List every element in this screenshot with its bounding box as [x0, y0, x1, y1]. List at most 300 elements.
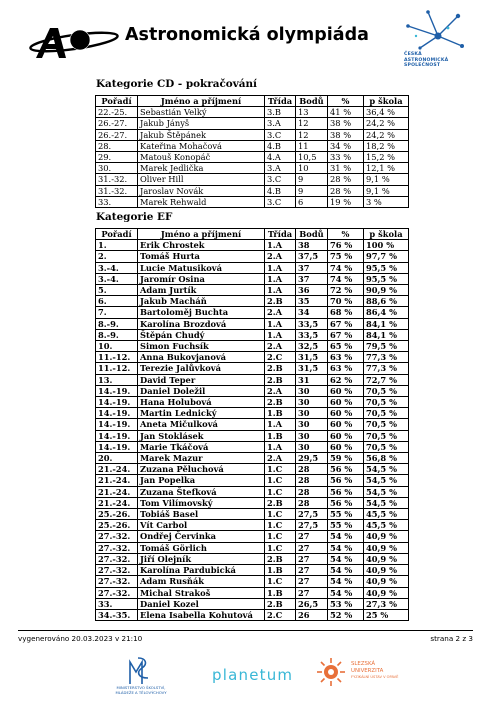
table-row — [96, 107, 409, 118]
cell-school-pct: 54,5 % — [364, 475, 409, 486]
cell-school-pct: 70,5 % — [364, 430, 409, 441]
cell-score: 27 — [296, 542, 328, 553]
table-row — [96, 163, 409, 174]
cell-rank: 27.-32. — [96, 576, 138, 587]
table-row — [96, 262, 409, 273]
cell-pct: 60 % — [328, 397, 364, 408]
cell-score: 28 — [296, 475, 328, 486]
su-logo-line: FYZIKÁLNÍ ÚSTAV V OPAVĚ — [351, 675, 399, 679]
table-row — [96, 374, 409, 385]
cell-rank: 6. — [96, 296, 138, 307]
cell-score: 30 — [296, 441, 328, 452]
cell-score: 27 — [296, 531, 328, 542]
cell-rank: 14.-19. — [96, 408, 138, 419]
cell-rank: 11.-12. — [96, 352, 138, 363]
cell-score: 30 — [296, 397, 328, 408]
column-header-pct: % — [328, 229, 364, 240]
cell-class: 1.A — [265, 262, 296, 273]
su-logo-line: UNIVERZITA — [351, 667, 384, 674]
cell-pct: 60 % — [328, 441, 364, 452]
cell-school-pct: 40,9 % — [364, 565, 409, 576]
cell-school-pct: 72,7 % — [364, 374, 409, 385]
table-row — [96, 318, 409, 329]
cell-name: Bartoloměj Buchta — [138, 307, 265, 318]
cell-score: 33,5 — [296, 318, 328, 329]
cell-pct: 63 % — [328, 363, 364, 374]
cell-name: Elena Isabella Kohutová — [138, 609, 265, 620]
cell-score: 38 — [296, 240, 328, 251]
generated-timestamp: vygenerováno 20.03.2023 v 21:10 — [18, 634, 143, 643]
cell-class: 2.B — [265, 363, 296, 374]
cell-name: Lucie Matusiková — [138, 262, 265, 273]
column-header-class: Třída — [265, 96, 296, 107]
column-header-pct: % — [328, 96, 364, 107]
cell-score: 29,5 — [296, 453, 328, 464]
cell-pct: 31 % — [328, 163, 364, 174]
column-header-school-pct: p škola — [364, 96, 409, 107]
cell-score: 27 — [296, 565, 328, 576]
cell-rank: 11.-12. — [96, 363, 138, 374]
cell-rank: 21.-24. — [96, 497, 138, 508]
cell-name: Tomáš Hurta — [138, 251, 265, 262]
cell-pct: 54 % — [328, 553, 364, 564]
cell-pct: 67 % — [328, 329, 364, 340]
table-row — [96, 196, 409, 207]
cell-school-pct: 97,7 % — [364, 251, 409, 262]
cell-pct: 75 % — [328, 251, 364, 262]
cas-logo-line: ASTRONOMICKÁ — [404, 57, 449, 63]
olympiad-logo-icon — [28, 24, 120, 60]
cell-pct: 56 % — [328, 475, 364, 486]
cell-pct: 28 % — [328, 174, 364, 185]
cell-pct: 55 % — [328, 520, 364, 531]
cell-class: 2.B — [265, 497, 296, 508]
msmt-logo-icon — [128, 656, 152, 686]
cell-name: Tomáš Görlich — [138, 542, 265, 553]
cell-class: 2.B — [265, 598, 296, 609]
cell-class: 4.A — [265, 152, 296, 163]
table-row — [96, 542, 409, 553]
cell-rank: 5. — [96, 285, 138, 296]
su-logo-line: SLEZSKÁ — [351, 661, 376, 667]
cell-rank: 8.-9. — [96, 329, 138, 340]
cell-score: 30 — [296, 408, 328, 419]
table-row — [96, 363, 409, 374]
cell-pct: 56 % — [328, 497, 364, 508]
cell-class: 3.C — [265, 196, 296, 207]
cell-score: 28 — [296, 464, 328, 475]
cell-name: Adam Rusňák — [138, 576, 265, 587]
cell-school-pct: 45,5 % — [364, 520, 409, 531]
cell-class: 2.C — [265, 352, 296, 363]
cell-class: 2.B — [265, 374, 296, 385]
cell-pct: 60 % — [328, 430, 364, 441]
cell-school-pct: 86,4 % — [364, 307, 409, 318]
cell-school-pct: 70,5 % — [364, 419, 409, 430]
cell-name: Hana Holubová — [138, 397, 265, 408]
column-header-name: Jméno a příjmení — [138, 229, 265, 240]
cell-school-pct: 54,5 % — [364, 497, 409, 508]
table-row — [96, 598, 409, 609]
cell-school-pct: 95,5 % — [364, 273, 409, 284]
cell-class: 2.A — [265, 307, 296, 318]
table-row — [96, 285, 409, 296]
cell-rank: 27.-32. — [96, 565, 138, 576]
cas-star-logo-icon — [398, 6, 472, 80]
cell-school-pct: 56,8 % — [364, 453, 409, 464]
table-row — [96, 307, 409, 318]
cell-score: 13 — [296, 107, 328, 118]
cell-class: 2.A — [265, 385, 296, 396]
cell-name: Marie Tkáčová — [138, 441, 265, 452]
cell-score: 27 — [296, 587, 328, 598]
cell-school-pct: 100 % — [364, 240, 409, 251]
cell-rank: 13. — [96, 374, 138, 385]
cell-name: Jakub Jányš — [138, 118, 265, 129]
cell-class: 2.B — [265, 397, 296, 408]
msmt-logo-text — [106, 686, 176, 696]
cell-rank: 8.-9. — [96, 318, 138, 329]
cell-class: 1.A — [265, 318, 296, 329]
cell-score: 34 — [296, 307, 328, 318]
cell-name: David Teper — [138, 374, 265, 385]
cell-class: 3.A — [265, 118, 296, 129]
cell-pct: 53 % — [328, 598, 364, 609]
cell-class: 1.A — [265, 285, 296, 296]
cell-rank: 27.-32. — [96, 531, 138, 542]
cell-rank: 27.-32. — [96, 587, 138, 598]
table-row — [96, 464, 409, 475]
cell-score: 9 — [296, 174, 328, 185]
cell-class: 2.B — [265, 296, 296, 307]
cell-rank: 33. — [96, 196, 138, 207]
cell-class: 1.C — [265, 475, 296, 486]
cell-score: 31 — [296, 374, 328, 385]
cell-school-pct: 70,5 % — [364, 397, 409, 408]
cell-pct: 54 % — [328, 587, 364, 598]
cell-name: Oliver Hill — [138, 174, 265, 185]
cas-logo-line: ČESKÁ — [404, 52, 422, 57]
cell-score: 27,5 — [296, 520, 328, 531]
cell-name: Štěpán Chudý — [138, 329, 265, 340]
cell-school-pct: 9,1 % — [364, 185, 409, 196]
cell-class: 1.C — [265, 542, 296, 553]
cell-rank: 14.-19. — [96, 397, 138, 408]
cell-rank: 2. — [96, 251, 138, 262]
table-row — [96, 520, 409, 531]
cell-pct: 67 % — [328, 318, 364, 329]
cell-score: 35 — [296, 296, 328, 307]
cell-pct: 74 % — [328, 262, 364, 273]
cell-pct: 33 % — [328, 152, 364, 163]
cell-school-pct: 79,5 % — [364, 341, 409, 352]
table-row — [96, 475, 409, 486]
cell-score: 30 — [296, 419, 328, 430]
cell-rank: 33. — [96, 598, 138, 609]
column-header-score: Bodů — [296, 229, 328, 240]
cell-class: 1.C — [265, 509, 296, 520]
table-body — [96, 240, 409, 621]
cell-score: 28 — [296, 486, 328, 497]
cell-score: 10 — [296, 163, 328, 174]
table-row — [96, 385, 409, 396]
cell-class: 1.B — [265, 587, 296, 598]
table-row — [96, 251, 409, 262]
cell-pct: 60 % — [328, 419, 364, 430]
cell-pct: 38 % — [328, 118, 364, 129]
cell-pct: 55 % — [328, 509, 364, 520]
cell-rank: 7. — [96, 307, 138, 318]
cell-class: 1.A — [265, 329, 296, 340]
cell-rank: 20. — [96, 453, 138, 464]
table-row — [96, 140, 409, 151]
cell-class: 2.B — [265, 553, 296, 564]
table-row — [96, 273, 409, 284]
cell-name: Jiří Olejník — [138, 553, 265, 564]
cell-pct: 54 % — [328, 565, 364, 576]
cell-name: Tobiáš Basel — [138, 509, 265, 520]
cell-school-pct: 70,5 % — [364, 408, 409, 419]
cell-pct: 76 % — [328, 240, 364, 251]
cell-pct: 52 % — [328, 609, 364, 620]
cell-score: 31,5 — [296, 363, 328, 374]
cell-rank: 31.-32. — [96, 185, 138, 196]
table-row — [96, 185, 409, 196]
column-header-school-pct: p škola — [364, 229, 409, 240]
su-sponsor — [316, 657, 426, 687]
cell-pct: 34 % — [328, 140, 364, 151]
cell-name: Matouš Konopáč — [138, 152, 265, 163]
table-row — [96, 152, 409, 163]
column-header-rank: Pořadí — [96, 229, 138, 240]
page-title: Astronomická olympiáda — [125, 25, 369, 45]
cell-school-pct: 95,5 % — [364, 262, 409, 273]
cell-name: Tom Vilímovský — [138, 497, 265, 508]
cell-class: 3.A — [265, 163, 296, 174]
table-header-row — [96, 229, 409, 240]
cell-pct: 19 % — [328, 196, 364, 207]
cell-pct: 60 % — [328, 408, 364, 419]
cell-score: 9 — [296, 185, 328, 196]
cell-score: 32,5 — [296, 341, 328, 352]
cell-school-pct: 40,9 % — [364, 553, 409, 564]
table-row — [96, 565, 409, 576]
cell-score: 36 — [296, 285, 328, 296]
cell-pct: 59 % — [328, 453, 364, 464]
cell-pct: 54 % — [328, 542, 364, 553]
cell-score: 30 — [296, 430, 328, 441]
table-row — [96, 419, 409, 430]
cell-score: 28 — [296, 497, 328, 508]
cell-name: Erik Chrostek — [138, 240, 265, 251]
cell-school-pct: 77,3 % — [364, 352, 409, 363]
su-sun-logo-icon — [316, 657, 346, 687]
cell-class: 1.C — [265, 531, 296, 542]
cell-pct: 62 % — [328, 374, 364, 385]
cell-school-pct: 18,2 % — [364, 140, 409, 151]
cell-rank: 26.-27. — [96, 129, 138, 140]
cell-name: Marek Rehwald — [138, 196, 265, 207]
cell-score: 37 — [296, 262, 328, 273]
cell-class: 1.B — [265, 430, 296, 441]
cell-name: Vít Carbol — [138, 520, 265, 531]
results-table-ef — [95, 228, 409, 621]
cell-rank: 3.-4. — [96, 262, 138, 273]
cell-score: 33,5 — [296, 329, 328, 340]
cell-name: Jakub Macháň — [138, 296, 265, 307]
cell-name: Daniel Doležil — [138, 385, 265, 396]
cell-school-pct: 36,4 % — [364, 107, 409, 118]
table-row — [96, 531, 409, 542]
section-title-cd: Kategorie CD - pokračování — [96, 78, 257, 90]
table-row — [96, 341, 409, 352]
cell-rank: 22.-25. — [96, 107, 138, 118]
cell-name: Jan Popelka — [138, 475, 265, 486]
cell-school-pct: 40,9 % — [364, 542, 409, 553]
results-table-cd — [95, 95, 409, 208]
cell-school-pct: 45,5 % — [364, 509, 409, 520]
cell-class: 1.A — [265, 240, 296, 251]
cell-score: 26,5 — [296, 598, 328, 609]
cell-name: Daniel Kozel — [138, 598, 265, 609]
cell-class: 1.A — [265, 441, 296, 452]
cas-logo-line: SPOLEČNOST — [404, 63, 441, 69]
cell-class: 1.B — [265, 408, 296, 419]
cell-school-pct: 40,9 % — [364, 531, 409, 542]
cell-school-pct: 54,5 % — [364, 464, 409, 475]
cell-name: Kateřina Mohačová — [138, 140, 265, 151]
cell-pct: 74 % — [328, 273, 364, 284]
column-header-score: Bodů — [296, 96, 328, 107]
cell-name: Ondřej Červinka — [138, 531, 265, 542]
cell-rank: 27.-32. — [96, 542, 138, 553]
cell-score: 6 — [296, 196, 328, 207]
cell-class: 1.C — [265, 486, 296, 497]
table-row — [96, 296, 409, 307]
cell-score: 10,5 — [296, 152, 328, 163]
table-row — [96, 240, 409, 251]
cell-school-pct: 25 % — [364, 609, 409, 620]
cell-rank: 3.-4. — [96, 273, 138, 284]
cell-school-pct: 3 % — [364, 196, 409, 207]
cell-rank: 1. — [96, 240, 138, 251]
cell-rank: 27.-32. — [96, 553, 138, 564]
cell-school-pct: 24,2 % — [364, 129, 409, 140]
cell-pct: 28 % — [328, 185, 364, 196]
cell-school-pct: 90,9 % — [364, 285, 409, 296]
cell-class: 4.B — [265, 140, 296, 151]
cell-pct: 60 % — [328, 385, 364, 396]
cell-score: 12 — [296, 129, 328, 140]
cell-name: Jan Stoklásek — [138, 430, 265, 441]
cell-name: Karolína Brozdová — [138, 318, 265, 329]
table-row — [96, 509, 409, 520]
cell-score: 31,5 — [296, 352, 328, 363]
cell-pct: 63 % — [328, 352, 364, 363]
cell-pct: 54 % — [328, 576, 364, 587]
cell-school-pct: 15,2 % — [364, 152, 409, 163]
msmt-sponsor — [106, 656, 176, 704]
cell-name: Zuzana Štefková — [138, 486, 265, 497]
msmt-logo-line: MLÁDEŽE A TĚLOVÝCHOVY — [115, 689, 167, 695]
cell-class: 2.A — [265, 251, 296, 262]
cell-name: Jaroslav Novák — [138, 185, 265, 196]
cell-pct: 68 % — [328, 307, 364, 318]
table-row — [96, 397, 409, 408]
cell-name: Zuzana Pěluchová — [138, 464, 265, 475]
cell-name: Michal Strakoš — [138, 587, 265, 598]
cell-class: 1.B — [265, 565, 296, 576]
cell-score: 26 — [296, 609, 328, 620]
cell-score: 37,5 — [296, 251, 328, 262]
su-logo-text — [351, 661, 398, 681]
cell-name: Marek Jedlička — [138, 163, 265, 174]
table-row — [96, 430, 409, 441]
table-row — [96, 352, 409, 363]
cell-rank: 21.-24. — [96, 486, 138, 497]
cell-rank: 34.-35. — [96, 609, 138, 620]
cell-school-pct: 40,9 % — [364, 587, 409, 598]
cell-score: 11 — [296, 140, 328, 151]
footer-divider — [18, 630, 473, 631]
cell-score: 37 — [296, 273, 328, 284]
cell-name: Simon Fuchsík — [138, 341, 265, 352]
cell-name: Sebastián Velký — [138, 107, 265, 118]
cell-class: 2.A — [265, 453, 296, 464]
cell-rank: 14.-19. — [96, 441, 138, 452]
cell-school-pct: 27,3 % — [364, 598, 409, 609]
column-header-name: Jméno a příjmení — [138, 96, 265, 107]
cell-school-pct: 40,9 % — [364, 576, 409, 587]
table-row — [96, 576, 409, 587]
cell-class: 1.A — [265, 273, 296, 284]
table-row — [96, 453, 409, 464]
cell-name: Terezie Jalůvková — [138, 363, 265, 374]
table-row — [96, 441, 409, 452]
table-row — [96, 329, 409, 340]
cell-pct: 56 % — [328, 486, 364, 497]
cell-class: 3.C — [265, 174, 296, 185]
cell-rank: 31.-32. — [96, 174, 138, 185]
cell-pct: 70 % — [328, 296, 364, 307]
cell-class: 1.C — [265, 464, 296, 475]
cell-school-pct: 70,5 % — [364, 441, 409, 452]
cell-school-pct: 70,5 % — [364, 385, 409, 396]
page-number: strana 2 z 3 — [430, 634, 473, 643]
cell-rank: 10. — [96, 341, 138, 352]
cell-rank: 25.-26. — [96, 509, 138, 520]
cell-rank: 28. — [96, 140, 138, 151]
cell-score: 12 — [296, 118, 328, 129]
cell-score: 27 — [296, 576, 328, 587]
column-header-class: Třída — [265, 229, 296, 240]
cell-name: Marek Mazur — [138, 453, 265, 464]
cell-rank: 21.-24. — [96, 464, 138, 475]
cell-class: 2.A — [265, 341, 296, 352]
cell-class: 2.C — [265, 609, 296, 620]
cell-pct: 72 % — [328, 285, 364, 296]
cell-rank: 30. — [96, 163, 138, 174]
cell-name: Adam Jurtík — [138, 285, 265, 296]
cell-name: Anna Bukovjanová — [138, 352, 265, 363]
cell-pct: 65 % — [328, 341, 364, 352]
cell-name: Jaromír Osina — [138, 273, 265, 284]
cell-rank: 14.-19. — [96, 385, 138, 396]
section-title-ef: Kategorie EF — [96, 211, 173, 223]
cas-logo-text — [404, 52, 468, 69]
cell-school-pct: 77,3 % — [364, 363, 409, 374]
table-row — [96, 174, 409, 185]
